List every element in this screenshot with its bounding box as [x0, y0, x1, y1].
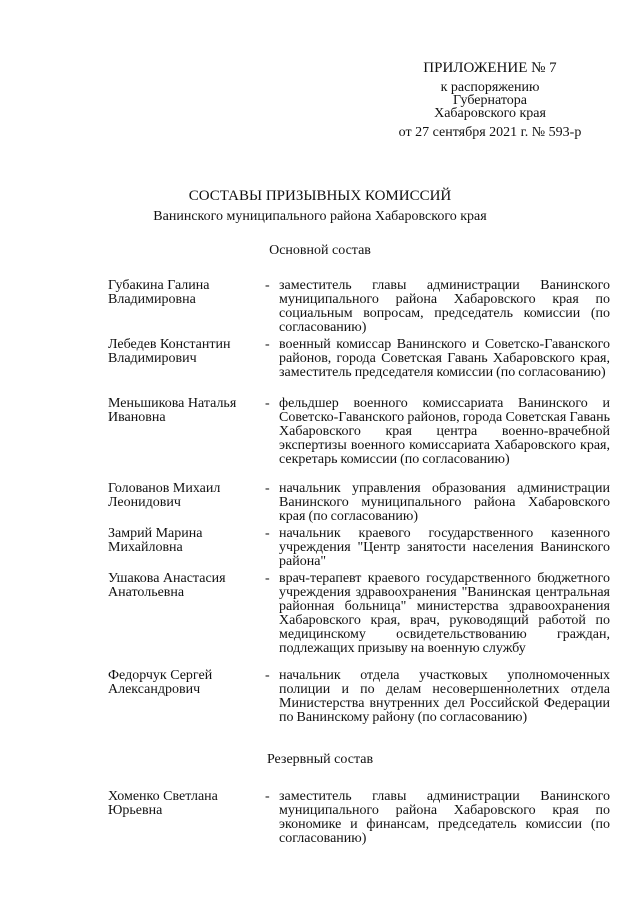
appendix-line-3: Хабаровского края [434, 106, 546, 121]
member-name: Хоменко Светлана Юрьевна [108, 789, 218, 818]
member-role [265, 669, 610, 725]
member-role [265, 279, 610, 335]
member-dash: - [265, 278, 270, 293]
member-role-text: начальник краевого государственного казенного учреждения "Центр занятости населения Ванинского района" [279, 526, 610, 569]
member-role-text: начальник управления образования администрации Ванинского муниципального района Хабаровского края (по согласованию) [279, 481, 610, 524]
main-section-heading: Основной состав [269, 243, 371, 258]
appendix-title: ПРИЛОЖЕНИЕ № 7 [423, 60, 557, 76]
member-role-text: заместитель главы администрации Ванинского муниципального района Хабаровского края по социальным вопросам, председатель комиссии (по согласованию) [279, 278, 610, 335]
member-role [265, 397, 610, 467]
member-dash: - [265, 668, 270, 683]
appendix-date: от 27 сентября 2021 г. № 593-р [398, 125, 582, 140]
appendix-header [380, 62, 600, 139]
member-dash: - [265, 396, 270, 411]
member-role [265, 790, 610, 846]
member-role-text: военный комиссар Ванинского и Советско-Гаванского районов, города Советская Гавань Хабаровского края, заместитель председателя комиссии (по согласованию) [279, 337, 610, 380]
member-dash: - [265, 526, 270, 541]
member-dash: - [265, 571, 270, 586]
member-role [265, 572, 610, 656]
appendix-line-1: к распоряжению [440, 80, 540, 95]
member-role-text: заместитель главы администрации Ванинского муниципального района Хабаровского края по экономике и финансам, председатель комиссии (по согласованию) [279, 789, 610, 846]
member-name: Голованов Михаил Леонидович [108, 481, 221, 510]
document-subtitle: Ванинского муниципального района Хабаровского края [153, 209, 487, 224]
member-name: Замрий Марина Михайловна [108, 526, 203, 555]
document-title: СОСТАВЫ ПРИЗЫВНЫХ КОМИССИЙ [188, 188, 452, 204]
member-role-text: фельдшер военного комиссариата Ванинского и Советско-Гаванского районов, города Советская Гавань Хабаровского края центра военно-врачебной экспертизы военного комиссариата Хабаровского края, секретарь комиссии (по согласованию) [279, 396, 610, 467]
member-name: Лебедев Константин Владимирович [108, 337, 231, 366]
member-name: Ушакова Анастасия Анатольевна [108, 571, 226, 600]
member-role [265, 338, 610, 380]
appendix-line-2: Губернатора [452, 93, 528, 108]
reserve-section-heading: Резервный состав [266, 752, 374, 767]
member-dash: - [265, 481, 270, 496]
member-name: Губакина Галина Владимировна [108, 278, 210, 307]
member-role [265, 527, 610, 569]
member-dash: - [265, 789, 270, 804]
member-role [265, 482, 610, 524]
member-role-text: начальник отдела участковых уполномоченных полиции и по делам несовершеннолетних отдела Министерства внутренних дел Российской Федерации по Ванинскому району (по согласованию) [279, 668, 610, 725]
member-name: Федорчук Сергей Александрович [108, 668, 213, 697]
member-name: Меньшикова Наталья Ивановна [108, 396, 237, 425]
member-dash: - [265, 337, 270, 352]
member-role-text: врач-терапевт краевого государственного бюджетного учреждения здравоохранения "Ванинская центральная районная больница" министерства здравоохранения Хабаровского края, врач, руководящий работой по медицинскому освидетельствованию граждан, подлежащих призыву на военную службу [279, 571, 610, 656]
